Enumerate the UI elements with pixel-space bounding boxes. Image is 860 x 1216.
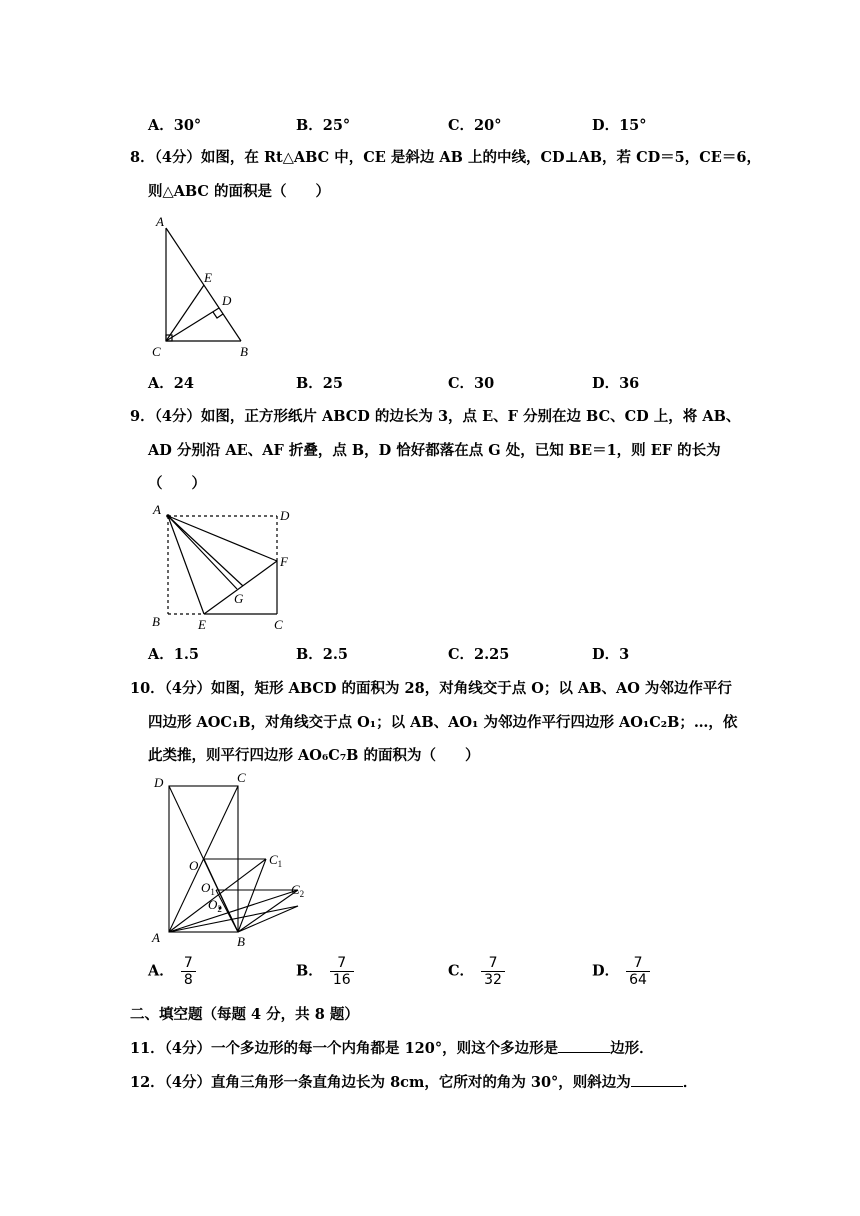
q7-option-b[interactable]: B．25° (296, 117, 351, 134)
q10-option-b-label: B． (296, 962, 323, 980)
q10-label-o1-main: O (201, 880, 211, 895)
q8-option-c[interactable]: C．30 (448, 375, 495, 392)
q10-option-b[interactable] (296, 955, 354, 988)
q10-figure (148, 768, 318, 950)
q10-option-d-fraction (626, 955, 650, 988)
q10-label-c2 (291, 882, 304, 899)
q9-option-d[interactable]: D．3 (592, 646, 630, 663)
q9-label-c: C (274, 617, 283, 632)
q10-option-d-num: 7 (626, 955, 650, 972)
q9-label-f: F (280, 554, 288, 569)
q7-options (148, 114, 748, 134)
q9-option-a[interactable]: A．1.5 (148, 646, 199, 663)
q11-text-before: 11．（4分）一个多边形的每一个内角都是 120°，则这个多边形是 (130, 1040, 559, 1057)
q9-label-a: A (153, 502, 161, 517)
q10-option-c-label: C． (448, 962, 475, 980)
q10-label-o1-sub: 1 (210, 887, 215, 897)
q10-option-a-den: 8 (183, 972, 193, 988)
q10-label-c1-main: C (269, 852, 278, 867)
section2-title: 二、填空题（每题 4 分，共 8 题） (130, 1006, 359, 1023)
q8-label-d: D (222, 293, 232, 308)
q10-option-b-num: 7 (330, 955, 354, 972)
q10-option-c-fraction (481, 955, 505, 988)
q9-options (148, 643, 748, 663)
q12-text-before: 12．（4分）直角三角形一条直角边长为 8cm，它所对的角为 30°，则斜边为 (130, 1074, 631, 1091)
q9-label-e: E (198, 617, 206, 632)
q7-option-c[interactable]: C．20° (448, 117, 502, 134)
q9-label-g: G (234, 591, 244, 606)
q10-option-c[interactable] (448, 955, 505, 988)
q9-figure (148, 500, 308, 635)
q12-stem (130, 1071, 697, 1092)
q10-label-d: D (154, 775, 164, 790)
q10-option-c-den: 32 (484, 972, 502, 988)
q11-text-after: 边形． (610, 1040, 654, 1057)
q7-option-a[interactable]: A．30° (148, 117, 202, 134)
q9-stem-line1: 9．（4分）如图，正方形纸片 ABCD 的边长为 3，点 E、F 分别在边 BC、CD 上，将 AB、 (130, 408, 741, 425)
q7-option-d[interactable]: D．15° (592, 117, 647, 134)
q8-option-b[interactable]: B．25 (296, 375, 343, 392)
q9-label-b: B (152, 614, 160, 629)
q12-text-after: ． (682, 1074, 698, 1091)
q11-answer-blank[interactable] (558, 1040, 610, 1053)
q10-label-c2-main: C (291, 882, 300, 897)
q10-stem-line2: 四边形 AOC₁B，对角线交于点 O₁；以 AB、AO₁ 为邻边作平行四边形 AO₁C₂B；…，依 (148, 714, 738, 731)
q10-label-c: C (237, 770, 246, 785)
q10-option-a[interactable] (148, 955, 196, 988)
q9-option-b[interactable]: B．2.5 (296, 646, 348, 663)
q8-option-d[interactable]: D．36 (592, 375, 640, 392)
q10-option-a-label: A． (148, 962, 174, 980)
q10-label-c2-sub: 2 (299, 889, 305, 899)
q12-answer-blank[interactable] (631, 1074, 683, 1087)
q10-option-a-fraction (181, 955, 196, 988)
q10-option-b-fraction (330, 955, 354, 988)
q10-label-c1-sub: 1 (277, 859, 283, 869)
q10-label-o1 (201, 880, 215, 897)
q8-options (148, 372, 748, 392)
q10-option-b-den: 16 (332, 972, 351, 988)
q8-figure (148, 210, 268, 360)
q10-label-c1 (269, 852, 282, 869)
q11-stem (130, 1037, 654, 1058)
q10-stem-line3: 此类推，则平行四边形 AO₆C₇B 的面积为（ ） (148, 747, 480, 764)
q10-label-o2-sub: 2 (217, 904, 222, 914)
q8-label-b: B (240, 344, 248, 359)
q9-stem-line2: AD 分别沿 AE、AF 折叠，点 B，D 恰好都落在点 G 处，已知 BE＝1，则 EF 的长为 (148, 442, 721, 459)
q10-label-o2 (208, 897, 222, 914)
q10-option-d-label: D． (592, 962, 620, 980)
q10-label-o2-main: O (208, 897, 218, 912)
q10-option-d[interactable] (592, 955, 650, 988)
q10-option-c-num: 7 (481, 955, 505, 972)
q10-option-d-den: 64 (629, 972, 647, 988)
q9-stem-line3: （ ） (148, 475, 206, 492)
q8-stem-line2: 则△ABC 的面积是（ ） (148, 183, 331, 200)
q8-label-e: E (204, 270, 212, 285)
q8-label-a: A (156, 214, 164, 229)
q9-option-c[interactable]: C．2.25 (448, 646, 510, 663)
q10-options (148, 955, 748, 991)
q10-stem-line1: 10．（4分）如图，矩形 ABCD 的面积为 28，对角线交于点 O；以 AB、AO 为邻边作平行 (130, 680, 732, 697)
q10-option-a-num: 7 (181, 955, 196, 972)
q9-label-d: D (280, 508, 290, 523)
q8-stem-line1: 8．（4分）如图，在 Rt△ABC 中，CE 是斜边 AB 上的中线，CD⊥AB，若 CD＝5，CE＝6， (130, 149, 761, 166)
q10-label-b: B (237, 934, 245, 949)
q8-option-a[interactable]: A．24 (148, 375, 194, 392)
q10-label-o: O (189, 858, 199, 873)
q8-label-c: C (152, 344, 161, 359)
q10-label-a: A (152, 930, 160, 945)
